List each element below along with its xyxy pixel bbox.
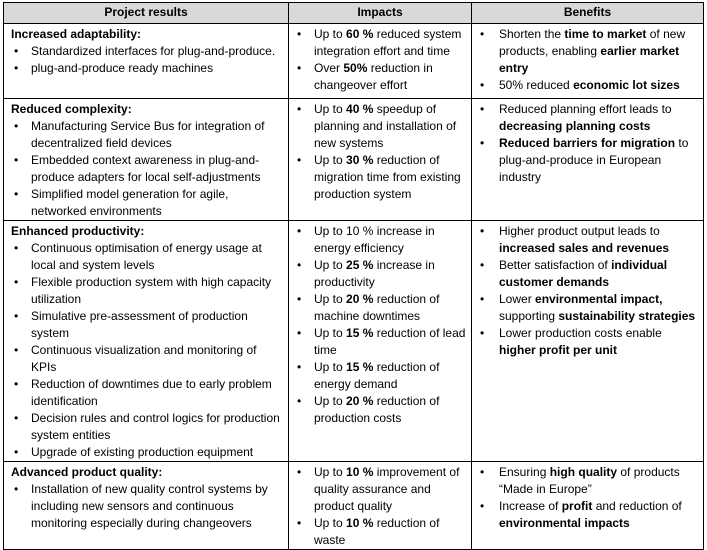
plain-text: Over [314, 61, 344, 75]
category-title: Increased adaptability: [11, 27, 142, 41]
plain-text: reduction of migration time from existing production system [314, 153, 461, 201]
bold-text: 60 % [346, 27, 374, 41]
plain-text: Up to [314, 102, 347, 116]
benefit-item [477, 135, 699, 186]
bold-text: 15 % [346, 360, 374, 374]
benefit-item [477, 101, 699, 135]
plain-text: Ensuring [499, 465, 550, 479]
category-title: Reduced complexity: [11, 102, 132, 116]
results-list [11, 118, 284, 220]
bold-text: profit [561, 499, 593, 513]
bold-text: time to market [564, 27, 647, 41]
project-results-cell [4, 99, 289, 221]
result-item: • Manufacturing Service Bus for integration of decentralized field devices [11, 118, 284, 152]
bold-text: 30 % [346, 153, 374, 167]
project-results-cell [4, 221, 289, 462]
bold-text: higher profit per unit [499, 343, 617, 357]
plain-text: Up to [314, 292, 347, 306]
benefit-item [477, 291, 699, 325]
impact-item [294, 60, 467, 94]
plain-text: Up to [314, 258, 347, 272]
result-item: • Simplified model generation for agile, networked environments [11, 186, 284, 220]
bold-text: economic lot sizes [573, 78, 680, 92]
plain-text: Better satisfaction of [499, 258, 612, 272]
impacts-cell [289, 221, 472, 462]
plain-text: supporting [499, 309, 559, 323]
result-item: • Upgrade of existing production equipment [11, 444, 284, 461]
plain-text: of products “Made in Europe” [499, 465, 680, 496]
plain-text: reduction of machine downtimes [314, 292, 440, 323]
impact-item [294, 26, 467, 60]
table-row [4, 221, 704, 462]
plain-text: Lower production costs enable [499, 326, 662, 340]
result-item: • Embedded context awareness in plug-and-produce adapters for local self-adjustments [11, 152, 284, 186]
benefits-list [477, 26, 699, 94]
header-benefits: Benefits [472, 3, 704, 24]
bold-text: 10 % [346, 516, 374, 530]
benefits-cell [472, 99, 704, 221]
table-row [4, 99, 704, 221]
benefits-cell [472, 462, 704, 550]
plain-text: Up to [314, 465, 347, 479]
plain-text: improvement of quality assurance and product quality [314, 465, 460, 513]
table-body [4, 24, 704, 550]
bold-text: decreasing planning costs [499, 119, 651, 133]
plain-text: Up to [314, 153, 347, 167]
plain-text: reduction of waste [314, 516, 440, 547]
plain-text: Increase of [499, 499, 562, 513]
impacts-list [294, 223, 467, 427]
impact-item [294, 223, 467, 257]
header-row [4, 3, 704, 24]
results-list [11, 481, 284, 532]
plain-text: 50% reduced [499, 78, 574, 92]
bold-text: sustainability strategies [558, 309, 696, 323]
bold-text: Reduced barriers for migration [499, 136, 676, 150]
impacts-list [294, 101, 467, 203]
bold-text: 10 % [346, 465, 374, 479]
result-item: • Flexible production system with high capacity utilization [11, 274, 284, 308]
result-item: • Continuous visualization and monitoring of KPIs [11, 342, 284, 376]
bold-text: environmental impacts [499, 516, 630, 530]
result-item: • Continuous optimisation of energy usage at local and system levels [11, 240, 284, 274]
project-results-cell [4, 462, 289, 550]
header-impacts: Impacts [289, 3, 472, 24]
benefit-item [477, 498, 699, 532]
plain-text: Up to [314, 326, 347, 340]
bold-text: 50% [343, 61, 368, 75]
plain-text: reduced system integration effort and time [314, 27, 462, 58]
plain-text: and reduction of [592, 499, 682, 513]
result-item: • Decision rules and control logics for production system entities [11, 410, 284, 444]
plain-text: Reduced planning effort leads to [499, 102, 672, 116]
bold-text: earlier market entry [499, 44, 680, 75]
table-row [4, 462, 704, 550]
plain-text: to plug-and-produce in European industry [499, 136, 689, 184]
impacts-list [294, 26, 467, 94]
bold-text: individual customer demands [499, 258, 668, 289]
bold-text: environmental impact, [535, 292, 663, 306]
bold-text: increased sales and revenues [499, 241, 670, 255]
results-list [11, 43, 284, 77]
plain-text: Up to [314, 27, 347, 41]
benefit-item [477, 77, 699, 94]
plain-text: Up to 10 % increase in energy efficiency [314, 224, 435, 255]
impacts-cell [289, 99, 472, 221]
benefits-cell [472, 221, 704, 462]
plain-text: reduction of lead time [314, 326, 466, 357]
bold-text: high quality [549, 465, 618, 479]
benefit-item [477, 325, 699, 359]
table-row [4, 24, 704, 99]
bold-text: 15 % [346, 326, 374, 340]
benefits-list [477, 223, 699, 359]
plain-text: reduction in changeover effort [314, 61, 433, 92]
result-item: • Simulative pre-assessment of production system [11, 308, 284, 342]
bold-text: 20 % [346, 394, 374, 408]
project-results-table [3, 2, 704, 550]
benefits-list [477, 464, 699, 532]
bold-text: 40 % [346, 102, 374, 116]
bold-text: 25 % [346, 258, 374, 272]
plain-text: Up to [314, 360, 347, 374]
plain-text: Higher product output leads to [499, 224, 660, 238]
plain-text: speedup of planning and installation of new systems [314, 102, 457, 150]
impact-item [294, 393, 467, 427]
project-results-cell [4, 24, 289, 99]
impact-item [294, 257, 467, 291]
result-item: • Installation of new quality control systems by including new sensors and continuous monitoring especially during changeovers [11, 481, 284, 532]
plain-text: Lower [499, 292, 536, 306]
plain-text: reduction of energy demand [314, 360, 440, 391]
plain-text: reduction of production costs [314, 394, 440, 425]
impacts-cell [289, 462, 472, 550]
result-item: • plug-and-produce ready machines [11, 60, 284, 77]
impact-item [294, 152, 467, 203]
header-project-results: Project results [4, 3, 289, 24]
benefits-cell [472, 24, 704, 99]
impacts-cell [289, 24, 472, 99]
bold-text: 20 % [346, 292, 374, 306]
benefit-item [477, 26, 699, 77]
impact-item [294, 291, 467, 325]
plain-text: Up to [314, 516, 347, 530]
plain-text: Shorten the [499, 27, 565, 41]
category-title: Advanced product quality: [11, 465, 163, 479]
impact-item [294, 101, 467, 152]
impact-item [294, 325, 467, 359]
impacts-list [294, 464, 467, 549]
impact-item [294, 359, 467, 393]
results-list [11, 240, 284, 461]
impact-item [294, 464, 467, 515]
plain-text: of new products, enabling [499, 27, 686, 58]
result-item: • Reduction of downtimes due to early problem identification [11, 376, 284, 410]
plain-text: increase in productivity [314, 258, 435, 289]
result-item: • Standardized interfaces for plug-and-produce. [11, 43, 284, 60]
benefits-list [477, 101, 699, 186]
category-title: Enhanced productivity: [11, 224, 145, 238]
benefit-item [477, 464, 699, 498]
plain-text: Up to [314, 394, 347, 408]
benefit-item [477, 257, 699, 291]
benefit-item [477, 223, 699, 257]
